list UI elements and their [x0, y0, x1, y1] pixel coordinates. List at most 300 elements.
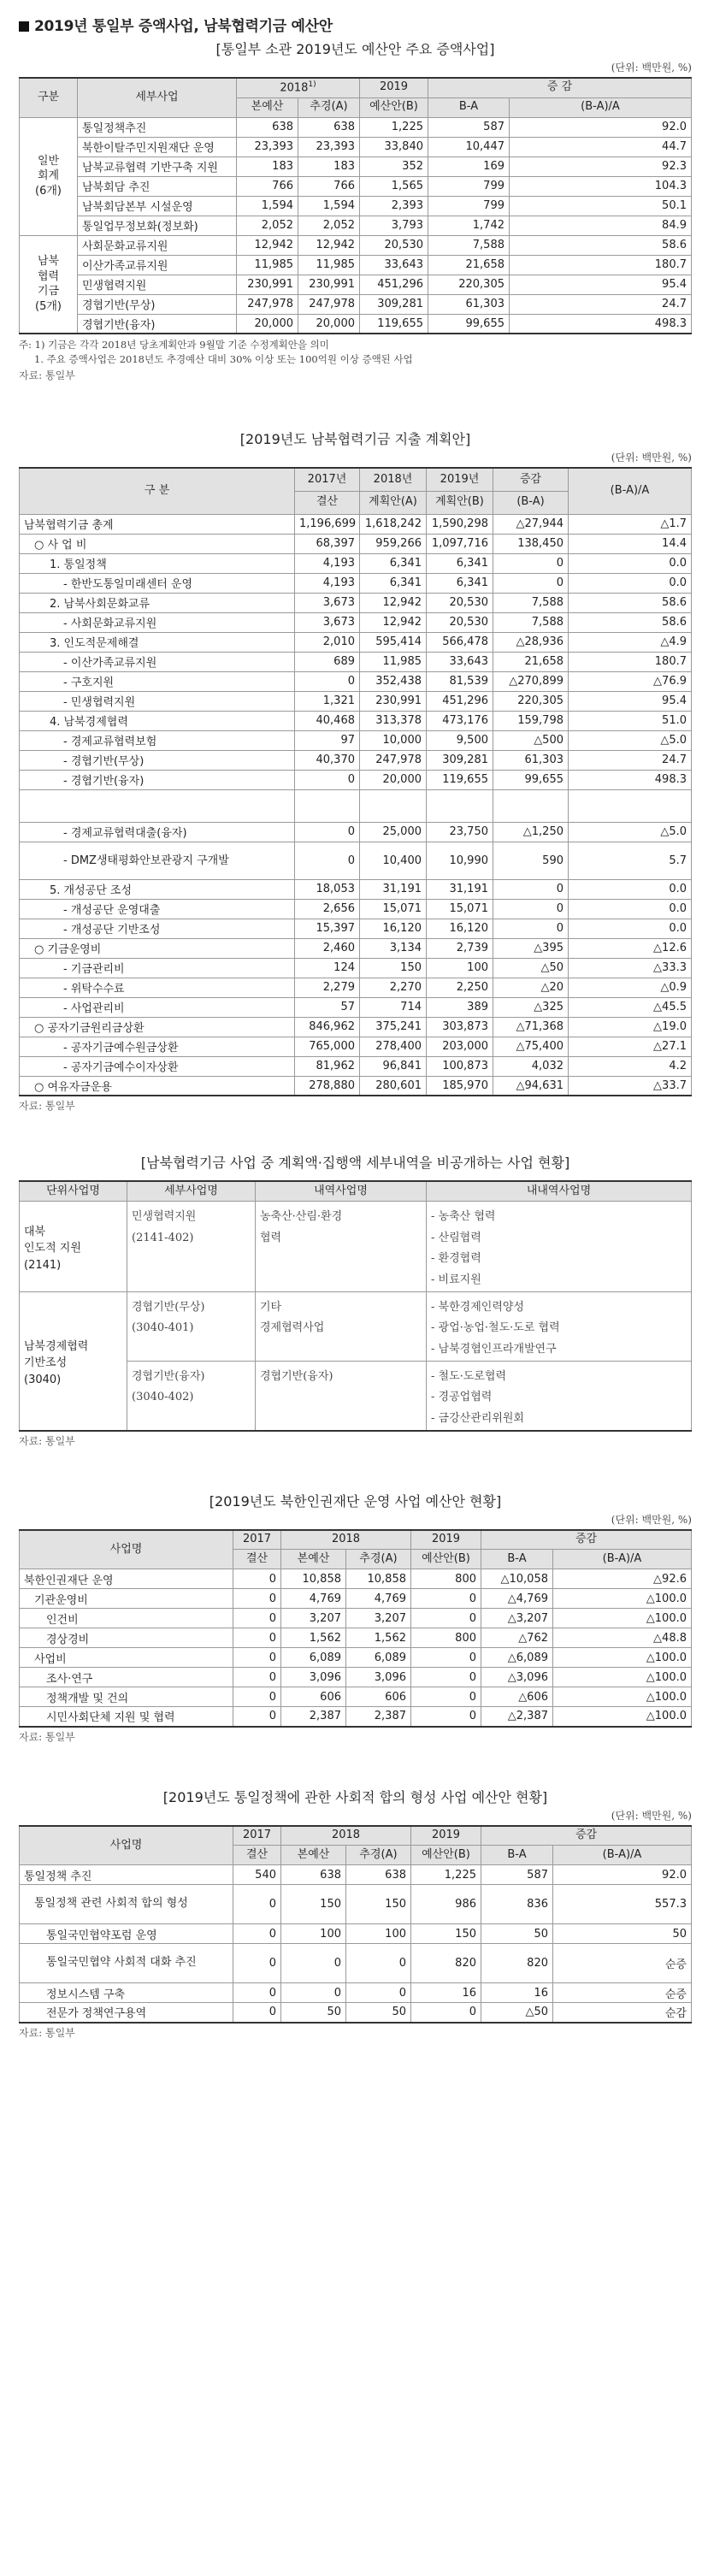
cell-value: 0.0	[569, 553, 692, 573]
detail-project: 경협기반(무상) (3040-401)	[127, 1291, 256, 1361]
cell-value: 1,562	[281, 1628, 346, 1648]
item-name: 통일정책 관련 사회적 합의 형성	[20, 1885, 233, 1924]
cell-value: 12,942	[360, 612, 427, 632]
cell-value: 313,378	[360, 711, 427, 730]
table-row	[20, 235, 692, 255]
th3-unit: 단위사업명	[20, 1181, 127, 1201]
table-row	[20, 1076, 692, 1096]
cell-value: 4,193	[295, 573, 360, 593]
th2-diffb: (B-A)	[493, 491, 569, 514]
cell-value: 14.4	[569, 534, 692, 553]
item-name: 남북협력기금 총계	[20, 514, 295, 534]
th-supp: 추경(A)	[298, 97, 360, 117]
cell-value: 15,397	[295, 919, 360, 938]
item-name: 남북회담본부 시설운영	[78, 196, 237, 216]
th-group: 구분	[20, 78, 78, 117]
th4-2019a: 2019	[411, 1530, 481, 1550]
table2-body	[20, 514, 692, 1096]
cell-value: 3,096	[281, 1668, 346, 1687]
cell-value: 1,196,699	[295, 514, 360, 534]
cell-value: 124	[295, 958, 360, 978]
th5-pct: (B-A)/A	[553, 1846, 692, 1865]
cell-value: 0	[233, 2003, 281, 2023]
table-row	[20, 770, 692, 789]
cell-value: 23,750	[427, 822, 493, 842]
cell-value: 1,225	[360, 117, 428, 137]
item-name: - 경협기반(융자)	[20, 770, 295, 789]
consensus-section	[19, 1787, 692, 2040]
undisclosed-table	[19, 1180, 692, 1431]
th4-item: 사업명	[20, 1530, 233, 1569]
cell-value: 6,089	[281, 1648, 346, 1668]
th4-main: 본예산	[281, 1550, 346, 1569]
cell-value: 800	[411, 1569, 481, 1589]
cell-value: 220,305	[493, 691, 569, 711]
table1-caption: [통일부 소관 2019년도 예산안 주요 증액사업]	[215, 41, 495, 57]
table-row	[20, 958, 692, 978]
cell-value: 606	[346, 1687, 411, 1707]
table3-head	[20, 1181, 692, 1201]
cell-value: 50	[346, 2003, 411, 2023]
cell-value: 473,176	[427, 711, 493, 730]
cell-value: 15,071	[427, 899, 493, 919]
cell-value: 799	[428, 196, 510, 216]
item-name: 전문가 정책연구용역	[20, 2003, 233, 2023]
cell-value: 0	[346, 1944, 411, 1983]
th2-2017a: 2017년	[295, 468, 360, 491]
cell-value: 15,071	[360, 899, 427, 919]
cell-value: 498.3	[569, 770, 692, 789]
sub-project-item: - 산림협력	[431, 1231, 481, 1244]
increase-projects-table	[19, 77, 692, 334]
cell-value: 99,655	[428, 314, 510, 334]
cell-value: 0	[411, 1707, 481, 1727]
cell-value: 1,565	[360, 176, 428, 196]
cell-value: 4.2	[569, 1056, 692, 1076]
cell-value: 2,052	[298, 216, 360, 235]
cell-value: △1,250	[493, 822, 569, 842]
cell-value: 800	[411, 1628, 481, 1648]
cell-value: 11,985	[237, 255, 298, 275]
cell-value: 0	[233, 1924, 281, 1944]
cell-value: △100.0	[553, 1687, 692, 1707]
cell-value: △50	[481, 2003, 553, 2023]
cell-value: 18,053	[295, 879, 360, 899]
cell-value: 6,341	[360, 553, 427, 573]
cell-value: 100	[346, 1924, 411, 1944]
th5-item: 사업명	[20, 1826, 233, 1865]
cell-value: 0.0	[569, 919, 692, 938]
item-name: - 경협기반(무상)	[20, 750, 295, 770]
item-name: 통일국민협약 사회적 대화 추진	[20, 1944, 233, 1983]
cell-value: 44.7	[510, 137, 692, 157]
item-name: - 이산가족교류지원	[20, 652, 295, 671]
cell-value: 180.7	[510, 255, 692, 275]
cell-value: 3,207	[281, 1609, 346, 1628]
item-name: 북한이탈주민지원재단 운영	[78, 137, 237, 157]
th-plan: 예산안(B)	[360, 97, 428, 117]
table-row	[20, 730, 692, 750]
cell-value: 590	[493, 842, 569, 879]
cell-value: △10,058	[481, 1569, 553, 1589]
cell-value: 10,990	[427, 842, 493, 879]
item-name: 남북회담 추진	[78, 176, 237, 196]
item-name: 기관운영비	[20, 1589, 233, 1609]
cell-value: 183	[298, 157, 360, 176]
cell-value: 0	[233, 1687, 281, 1707]
th5-2017a: 2017	[233, 1826, 281, 1846]
cell-value: 0	[411, 1589, 481, 1609]
cell-value: 0	[233, 1944, 281, 1983]
table1-unit: (단위: 백만원, %)	[611, 62, 692, 74]
cell-value: △100.0	[553, 1589, 692, 1609]
sub-project-item: - 환경협력	[431, 1252, 481, 1266]
table-row	[20, 997, 692, 1017]
item-name: - 공자기금예수원금상환	[20, 1037, 295, 1056]
cell-value: △6,089	[481, 1648, 553, 1668]
cell-value: 309,281	[360, 294, 428, 314]
table-row	[20, 691, 692, 711]
item-name: - 경제교류협력보험	[20, 730, 295, 750]
cell-value: △325	[493, 997, 569, 1017]
cell-value: 31,191	[360, 879, 427, 899]
item-project: 경협기반(융자)	[256, 1361, 427, 1431]
cell-value: 1,594	[298, 196, 360, 216]
cell-value: △5.0	[569, 730, 692, 750]
item-name: 북한인권재단 운영	[20, 1569, 233, 1589]
page-title: 2019년 통일부 증액사업, 남북협력기금 예산안	[19, 14, 692, 35]
item-name: 사업비	[20, 1648, 233, 1668]
item-name: 정보시스템 구축	[20, 1983, 233, 2003]
table-row	[20, 196, 692, 216]
th5-supp: 추경(A)	[346, 1846, 411, 1865]
th5-diff: 증감	[481, 1826, 692, 1846]
th2-item: 구 분	[20, 468, 295, 514]
table1-source: 자료: 통일부	[19, 369, 75, 382]
table-row	[20, 822, 692, 842]
table5-body	[20, 1865, 692, 2023]
human-rights-section	[19, 1491, 692, 1744]
cell-value: 81,539	[427, 671, 493, 691]
cell-value: △100.0	[553, 1648, 692, 1668]
table4-head	[20, 1530, 692, 1569]
th-2018: 2018$^{1)}$	[237, 78, 360, 97]
table-row	[20, 1056, 692, 1076]
th4-2017b: 결산	[233, 1550, 281, 1569]
table-row	[20, 1885, 692, 1924]
sub-project-item: - 농축산 협력	[431, 1209, 496, 1223]
cell-value: 119,655	[360, 314, 428, 334]
table-row	[20, 919, 692, 938]
item-name: 통일정책 추진	[20, 1865, 233, 1885]
item-name: - 민생협력지원	[20, 691, 295, 711]
table3-body	[20, 1201, 692, 1430]
cell-value: 150	[411, 1924, 481, 1944]
table-row	[20, 1037, 692, 1056]
cell-value: 0	[233, 1628, 281, 1648]
cell-value: 0	[233, 1707, 281, 1727]
table-row	[20, 1628, 692, 1648]
cell-value: 451,296	[427, 691, 493, 711]
cell-value: 557.3	[553, 1885, 692, 1924]
sub-projects	[427, 1201, 692, 1291]
cell-value: 16,120	[427, 919, 493, 938]
cell-value: 순감	[553, 2003, 692, 2023]
sub-project-item: - 철도·도로협력	[431, 1369, 507, 1383]
cell-value: 765,000	[295, 1037, 360, 1056]
cell-value: 10,447	[428, 137, 510, 157]
detail-project: 민생협력지원 (2141-402)	[127, 1201, 256, 1291]
th-pct: (B-A)/A	[510, 97, 692, 117]
cell-value: △762	[481, 1628, 553, 1648]
table-row	[20, 671, 692, 691]
cell-value: 6,341	[360, 573, 427, 593]
cell-value: 0	[295, 671, 360, 691]
table4-body	[20, 1569, 692, 1727]
cell-value: 100,873	[427, 1056, 493, 1076]
cell-value: △0.9	[569, 978, 692, 997]
cell-value: △33.7	[569, 1076, 692, 1096]
th2-2018b: 계획안(A)	[360, 491, 427, 514]
cell-value: 25,000	[360, 822, 427, 842]
increase-projects-section	[19, 38, 692, 382]
item-name: - 한반도통일미래센터 운영	[20, 573, 295, 593]
consensus-table	[19, 1825, 692, 2024]
cell-value: 375,241	[360, 1017, 427, 1037]
cell-value: 820	[411, 1944, 481, 1983]
table-row	[20, 1924, 692, 1944]
cell-value: △500	[493, 730, 569, 750]
table-row	[20, 137, 692, 157]
cell-value: 309,281	[427, 750, 493, 770]
table-row	[20, 573, 692, 593]
cell-value: △45.5	[569, 997, 692, 1017]
cell-value: 820	[481, 1944, 553, 1983]
th4-2017a: 2017	[233, 1530, 281, 1550]
cell-value: 33,643	[427, 652, 493, 671]
cell-value: 20,530	[427, 612, 493, 632]
cell-value: 451,296	[360, 275, 428, 294]
table-row	[20, 879, 692, 899]
cell-value: 33,840	[360, 137, 428, 157]
cell-value: 0	[233, 1983, 281, 2003]
cell-value: 4,193	[295, 553, 360, 573]
item-name: 통일정책추진	[78, 117, 237, 137]
cell-value: 20,000	[360, 770, 427, 789]
table-row	[20, 1707, 692, 1727]
table5-head	[20, 1826, 692, 1865]
th-item: 세부사업	[78, 78, 237, 117]
table1-head	[20, 78, 692, 117]
cell-value: 0	[411, 1668, 481, 1687]
cell-value: 92.3	[510, 157, 692, 176]
table-row	[20, 553, 692, 573]
cell-value: 389	[427, 997, 493, 1017]
cell-value: 0	[493, 879, 569, 899]
cell-value: 3,096	[346, 1668, 411, 1687]
cell-value: △100.0	[553, 1609, 692, 1628]
table-row	[20, 1291, 692, 1361]
cell-value: 1,742	[428, 216, 510, 235]
table-row	[20, 711, 692, 730]
cell-value: 1,321	[295, 691, 360, 711]
sub-projects	[427, 1361, 692, 1431]
cell-value: 159,798	[493, 711, 569, 730]
cell-value: 566,478	[427, 632, 493, 652]
cell-value: 9,500	[427, 730, 493, 750]
cell-value: 247,978	[298, 294, 360, 314]
table3-caption: [남북협력기금 사업 중 계획액·집행액 세부내역을 비공개하는 사업 현황]	[140, 1155, 570, 1172]
cell-value: 0	[493, 573, 569, 593]
group-label: 남북 협력 기금 (5개)	[20, 235, 78, 334]
cell-value: 2,052	[237, 216, 298, 235]
item-name: 사회문화교류지원	[78, 235, 237, 255]
th5-2019a: 2019	[411, 1826, 481, 1846]
cell-value: 24.7	[569, 750, 692, 770]
cell-value: 100	[427, 958, 493, 978]
table5-caption: [2019년도 통일정책에 관한 사회적 합의 형성 사업 예산안 현황]	[162, 1788, 548, 1805]
cell-value: 714	[360, 997, 427, 1017]
cell-value: 12,942	[237, 235, 298, 255]
th3-sub: 내내역사업명	[427, 1181, 692, 1201]
cell-value: 1,618,242	[360, 514, 427, 534]
item-name: 시민사회단체 지원 및 협력	[20, 1707, 233, 1727]
cell-value: 0	[281, 1983, 346, 2003]
cell-value: 3,207	[346, 1609, 411, 1628]
th5-ba: B-A	[481, 1846, 553, 1865]
table4-caption: [2019년도 북한인권재단 운영 사업 예산안 현황]	[209, 1492, 502, 1510]
cell-value: 61,303	[428, 294, 510, 314]
cell-value: 1,097,716	[427, 534, 493, 553]
table1-body	[20, 117, 692, 334]
cell-value: 185,970	[427, 1076, 493, 1096]
cell-value: 6,341	[427, 573, 493, 593]
table-row	[20, 652, 692, 671]
cell-value: 61,303	[493, 750, 569, 770]
cell-value: 16	[481, 1983, 553, 2003]
th5-2018: 2018	[281, 1826, 411, 1846]
item-name: ○ 사 업 비	[20, 534, 295, 553]
table-row	[20, 750, 692, 770]
table-row	[20, 216, 692, 235]
cell-value: 0	[493, 899, 569, 919]
cell-value: 352,438	[360, 671, 427, 691]
cell-value: 638	[281, 1865, 346, 1885]
cell-value: 2,279	[295, 978, 360, 997]
table3-source: 자료: 통일부	[19, 1434, 75, 1447]
th2-2017b: 결산	[295, 491, 360, 514]
sub-project-item: - 남북경협인프라개발연구	[431, 1342, 557, 1356]
table2-head	[20, 468, 692, 514]
cell-value: 4,032	[493, 1056, 569, 1076]
th4-supp: 추경(A)	[346, 1550, 411, 1569]
cell-value: 150	[360, 958, 427, 978]
table-row	[20, 1201, 692, 1291]
table2-unit: (단위: 백만원, %)	[611, 452, 692, 464]
table-row	[20, 255, 692, 275]
gap-cell	[569, 789, 692, 822]
cell-value: 150	[346, 1885, 411, 1924]
undisclosed-section	[19, 1152, 692, 1447]
page-break-gap	[20, 789, 692, 822]
item-name: - 위탁수수료	[20, 978, 295, 997]
cell-value: 2,387	[281, 1707, 346, 1727]
th-2019: 2019	[360, 78, 428, 97]
cell-value: △4,769	[481, 1589, 553, 1609]
cell-value: 23,393	[298, 137, 360, 157]
cell-value: 0	[346, 1983, 411, 2003]
cell-value: 689	[295, 652, 360, 671]
cell-value: 0	[233, 1589, 281, 1609]
th2-pct: (B-A)/A	[569, 468, 692, 514]
fund-plan-section	[19, 428, 692, 1113]
cell-value: 10,000	[360, 730, 427, 750]
item-name: 조사·연구	[20, 1668, 233, 1687]
cell-value: 68,397	[295, 534, 360, 553]
cell-value: 21,658	[493, 652, 569, 671]
gap-cell	[360, 789, 427, 822]
cell-value: 2,656	[295, 899, 360, 919]
table-row	[20, 275, 692, 294]
th2-diffa: 증감	[493, 468, 569, 491]
cell-value: △94,631	[493, 1076, 569, 1096]
cell-value: 1,562	[346, 1628, 411, 1648]
cell-value: 352	[360, 157, 428, 176]
note-1: 주: 1) 기금은 각각 2018년 당초계획안과 9월말 기준 수정계획안을 의미	[19, 339, 329, 351]
cell-value: 6,341	[427, 553, 493, 573]
table-row	[20, 314, 692, 334]
sub-projects	[427, 1291, 692, 1361]
cell-value: 58.6	[569, 593, 692, 612]
group-label: 일반 회계 (6개)	[20, 117, 78, 235]
cell-value: 203,000	[427, 1037, 493, 1056]
cell-value: 247,978	[237, 294, 298, 314]
cell-value: 50.1	[510, 196, 692, 216]
cell-value: 220,305	[428, 275, 510, 294]
item-name: 남북교류협력 기반구축 지원	[78, 157, 237, 176]
table-row	[20, 938, 692, 958]
cell-value: 7,588	[493, 612, 569, 632]
cell-value: 0	[411, 2003, 481, 2023]
cell-value: 10,858	[346, 1569, 411, 1589]
cell-value: 20,530	[427, 593, 493, 612]
cell-value: 97	[295, 730, 360, 750]
cell-value: 51.0	[569, 711, 692, 730]
cell-value: 587	[428, 117, 510, 137]
item-name: 경상경비	[20, 1628, 233, 1648]
cell-value: 33,643	[360, 255, 428, 275]
item-name: 5. 개성공단 조성	[20, 879, 295, 899]
cell-value: 0	[233, 1609, 281, 1628]
cell-value: 2,393	[360, 196, 428, 216]
cell-value: 2,387	[346, 1707, 411, 1727]
detail-project: 경협기반(융자) (3040-402)	[127, 1361, 256, 1431]
cell-value: 0	[281, 1944, 346, 1983]
th5-main: 본예산	[281, 1846, 346, 1865]
cell-value: 0	[233, 1668, 281, 1687]
sub-project-item: - 경공업협력	[431, 1391, 493, 1404]
th4-2019b: 예산안(B)	[411, 1550, 481, 1569]
table-row	[20, 1944, 692, 1983]
cell-value: 23,393	[237, 137, 298, 157]
item-name: - 사업관리비	[20, 997, 295, 1017]
cell-value: 230,991	[360, 691, 427, 711]
cell-value: △50	[493, 958, 569, 978]
cell-value: 836	[481, 1885, 553, 1924]
cell-value: △48.8	[553, 1628, 692, 1648]
item-name: - 구호지원	[20, 671, 295, 691]
item-name: - 공자기금예수이자상환	[20, 1056, 295, 1076]
